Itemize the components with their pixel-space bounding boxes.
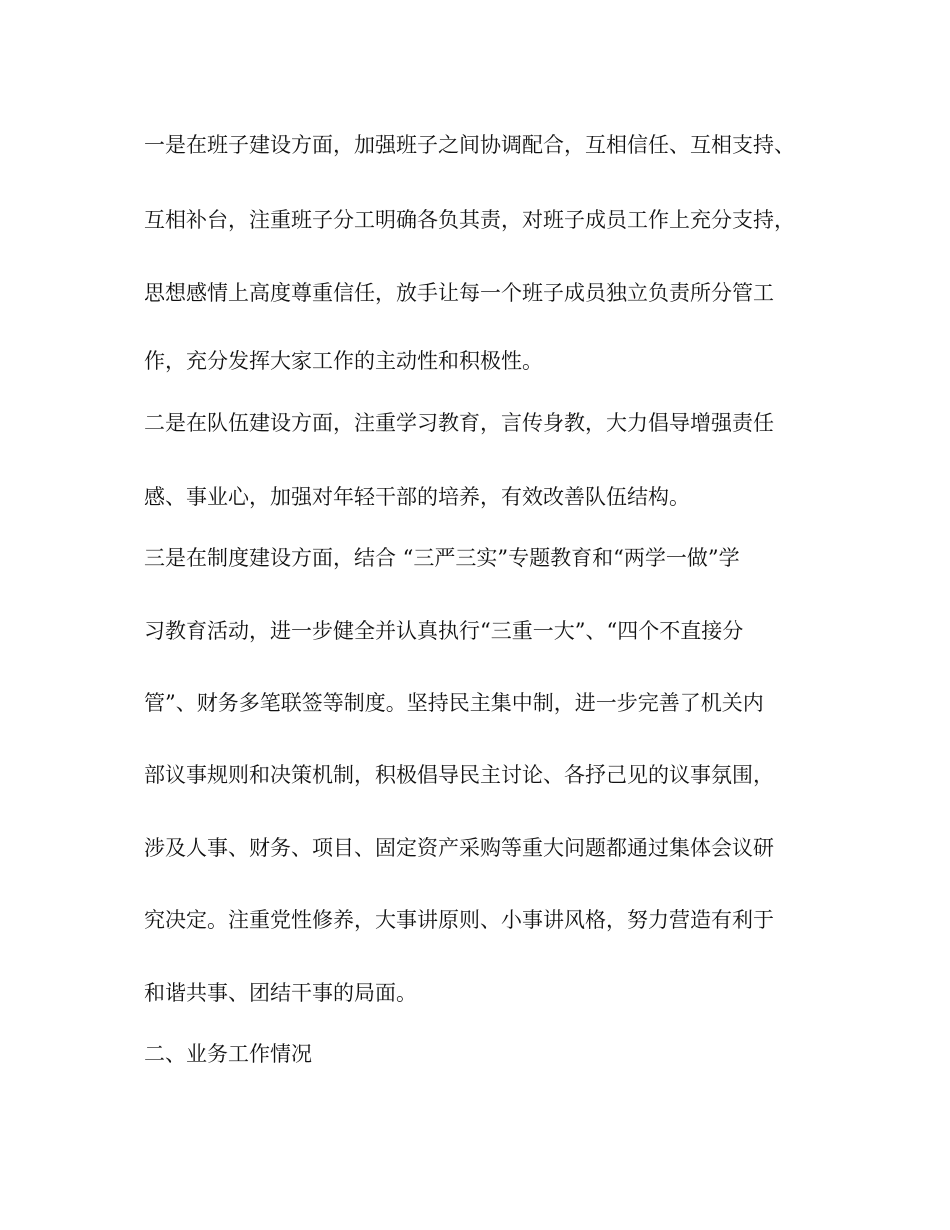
text-line-4: 作，充分发挥大家工作的主动性和积极性。 xyxy=(144,349,543,373)
section-heading: 二、业务工作情况 xyxy=(144,1042,312,1066)
text-line-12: 究决定。注重党性修养，大事讲原则、小事讲风格，努力营造有利于 xyxy=(144,908,774,932)
text-line-5: 二是在队伍建设方面，注重学习教育，言传身教，大力倡导增强责任 xyxy=(144,411,774,435)
text-line-8: 习教育活动，进一步健全并认真执行“三重一大”、“四个不直接分 xyxy=(144,619,744,643)
text-line-1: 一是在班子建设方面，加强班子之间协调配合，互相信任、互相支持、 xyxy=(144,133,795,157)
text-line-10: 部议事规则和决策机制，积极倡导民主讨论、各抒己见的议事氛围， xyxy=(144,763,774,787)
text-line-9: 管”、财务多笔联签等制度。坚持民主集中制，进一步完善了机关内 xyxy=(144,691,764,715)
text-line-3: 思想感情上高度尊重信任，放手让每一个班子成员独立负责所分管工 xyxy=(144,281,774,305)
text-line-2: 互相补台，注重班子分工明确各负其责，对班子成员工作上充分支持， xyxy=(144,208,795,232)
text-line-6: 感、事业心，加强对年轻干部的培养，有效改善队伍结构。 xyxy=(144,485,690,509)
text-line-11: 涉及人事、财务、项目、固定资产采购等重大问题都通过集体会议研 xyxy=(144,836,774,860)
text-line-7: 三是在制度建设方面，结合 “三严三实”专题教育和“两学一做”学 xyxy=(144,546,740,570)
text-line-13: 和谐共事、团结干事的局面。 xyxy=(144,981,417,1005)
